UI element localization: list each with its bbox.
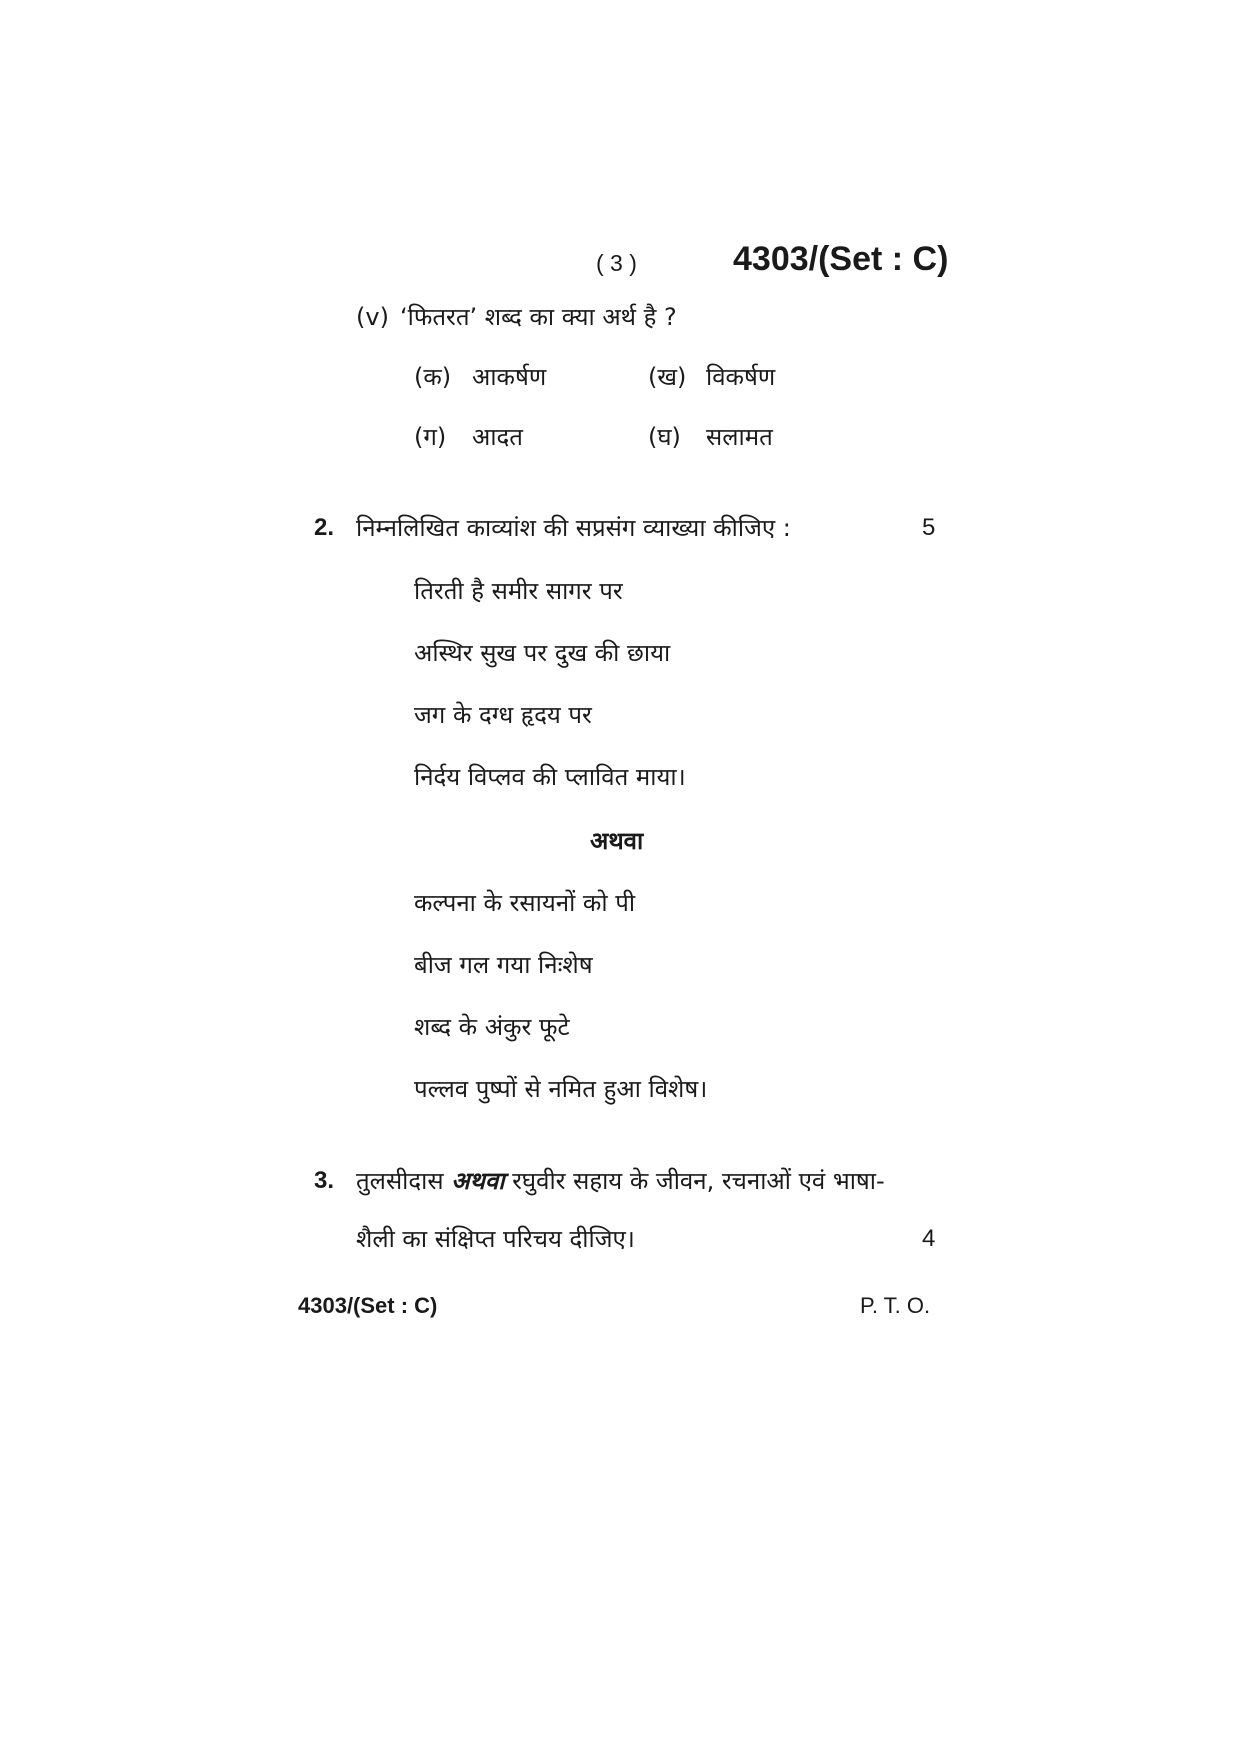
option-label-kha: (ख) <box>648 363 687 391</box>
option-text-gha: सलामत <box>706 423 773 451</box>
option-label-gha: (घ) <box>648 423 681 451</box>
question-number-3: 3. <box>314 1167 335 1194</box>
stanza-2-line-4: पल्लव पुष्पों से नमित हुआ विशेष। <box>414 1075 708 1103</box>
option-label-ga: (ग) <box>414 423 447 451</box>
stanza-1-line-1: तिरती है समीर सागर पर <box>414 577 623 605</box>
stanza-2-line-3: शब्द के अंकुर फूटे <box>414 1013 570 1041</box>
question-number-2: 2. <box>314 514 335 541</box>
paper-code-header: 4303/(Set : C) <box>733 240 949 278</box>
question-3-line-1 <box>356 1164 885 1197</box>
question-3-part-2: रघुवीर सहाय के जीवन, रचनाओं एवं भाषा- <box>512 1167 885 1195</box>
or-separator: अथवा <box>590 827 644 855</box>
stanza-1-line-3: जग के दग्ध हृदय पर <box>414 701 592 729</box>
question-2-marks: 5 <box>922 514 936 541</box>
subquestion-text: ‘फितरत’ शब्द का क्या अर्थ है ? <box>400 303 677 331</box>
option-text-ka: आकर्षण <box>472 363 547 391</box>
page-number: ( 3 ) <box>596 250 637 276</box>
pto-label: P. T. O. <box>860 1293 931 1318</box>
stanza-1-line-2: अस्थिर सुख पर दुख की छाया <box>414 639 671 667</box>
question-3-part-1: तुलसीदास <box>356 1167 444 1195</box>
stanza-2-line-1: कल्पना के रसायनों को पी <box>414 889 636 917</box>
option-text-kha: विकर्षण <box>706 363 776 391</box>
question-3-marks: 4 <box>922 1225 936 1252</box>
question-3-or-word: अथवा <box>451 1167 505 1195</box>
paper-code-footer: 4303/(Set : C) <box>298 1293 438 1318</box>
option-label-ka: (क) <box>414 363 452 391</box>
subquestion-label: (v) <box>356 303 389 331</box>
stanza-2-line-2: बीज गल गया निःशेष <box>414 951 593 979</box>
question-3-line-2: शैली का संक्षिप्त परिचय दीजिए। <box>356 1225 635 1253</box>
stanza-1-line-4: निर्दय विप्लव की प्लावित माया। <box>414 763 686 791</box>
option-text-ga: आदत <box>472 423 523 451</box>
question-2-text: निम्नलिखित काव्यांश की सप्रसंग व्याख्या कीजिए : <box>356 514 791 542</box>
